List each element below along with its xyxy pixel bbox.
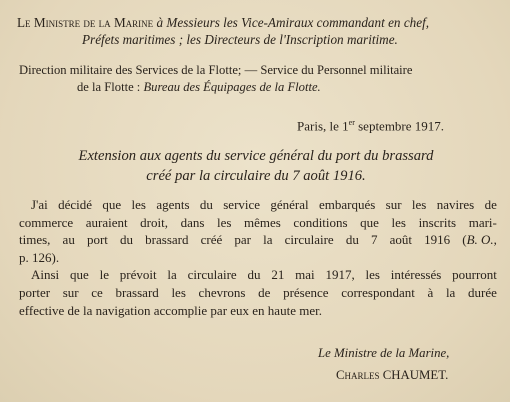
body-word: circulaire <box>187 267 237 283</box>
body-word: pourront <box>452 267 497 283</box>
body-word: times, <box>19 232 51 248</box>
body-word: brassard <box>145 232 189 248</box>
body-word: 1917, <box>325 267 355 283</box>
body-word: du <box>247 267 261 283</box>
body-word: août <box>389 232 412 248</box>
body-word: ce <box>91 284 103 300</box>
body-word: porter <box>19 284 51 300</box>
body-word: par <box>234 232 251 248</box>
body-word: mai <box>295 267 315 283</box>
body-word: mêmes <box>244 214 281 230</box>
body-word: effective de la navigation accomplie par eux en haute mer. <box>19 302 322 318</box>
body-word: prévoit <box>119 267 157 283</box>
body-line <box>19 249 497 267</box>
direction-bureau: Bureau des Équipages de la Flotte. <box>143 80 321 94</box>
body-word: port <box>86 232 108 248</box>
body-word: à <box>427 284 434 300</box>
body-word: J'ai <box>31 197 48 212</box>
body-word: général <box>270 197 309 212</box>
body-word: droit, <box>140 214 168 230</box>
body-word: chevrons <box>198 284 246 300</box>
direction-line-2 <box>19 79 412 96</box>
body-word: du <box>199 197 213 212</box>
body-word: correspondant <box>341 284 415 300</box>
signature-name <box>318 364 449 386</box>
direction-line-2-roman: de la Flotte : <box>77 80 144 94</box>
header-sender: Le Ministre de la Marine <box>17 15 154 30</box>
signature-block <box>318 342 449 386</box>
body-word: la <box>263 232 273 248</box>
body-word: 1916 <box>424 232 451 248</box>
date-prefix: Paris, le 1 <box>297 118 349 134</box>
signature-title: Le Ministre de la Marine, <box>318 346 450 360</box>
body-word: la <box>167 267 177 283</box>
body-word: les <box>131 197 146 212</box>
direction-block <box>19 62 412 96</box>
title-line-1: Extension aux agents du service général du port du brassard <box>78 148 434 164</box>
body-word: sur <box>62 284 79 300</box>
body-word: conditions <box>293 214 348 230</box>
body-word: circulaire <box>284 232 334 248</box>
body-word: le <box>99 267 109 283</box>
body-line <box>19 266 497 284</box>
body-word: les <box>411 197 427 212</box>
body-word: décidé <box>58 197 93 212</box>
body-word: de <box>484 197 497 212</box>
body-line <box>19 302 497 320</box>
body-word: inscrits <box>418 214 457 230</box>
body-word: mari- <box>468 214 497 230</box>
body-word: que <box>102 197 122 212</box>
body-word: sur <box>385 197 402 212</box>
body-word: service <box>223 197 261 212</box>
body-word: les <box>216 214 232 230</box>
body-word: durée <box>467 284 497 300</box>
title-line-2: créé par la circulaire du 7 août 1916. <box>146 168 366 184</box>
body-word: Ainsi <box>31 267 60 283</box>
body-line <box>19 284 497 302</box>
body-word: dans <box>180 214 205 230</box>
body-word: les <box>391 214 406 230</box>
body-word: du <box>345 232 359 248</box>
body-word: auraient <box>85 214 128 230</box>
body-word: brassard <box>115 284 159 300</box>
circular-title <box>44 146 468 186</box>
body-word: 21 <box>271 267 285 283</box>
body-word: présence <box>283 284 329 300</box>
body-word: que <box>69 267 89 283</box>
direction-line-1: Direction militaire des Services de la Flotte; — Service du Personnel militaire <box>19 63 413 77</box>
signature-first-name: Charles <box>336 368 380 382</box>
body-word: 7 <box>370 232 378 248</box>
body-word: (B. O., <box>462 232 497 248</box>
body-word: agents <box>156 197 190 212</box>
body-word: que <box>360 214 379 230</box>
body-word: de <box>258 284 271 300</box>
body-text <box>19 196 497 319</box>
body-word: commerce <box>19 214 74 230</box>
body-word: les <box>171 284 186 300</box>
body-line <box>19 196 497 214</box>
body-word: les <box>365 267 380 283</box>
header-line-2: Préfets maritimes ; les Directeurs de l'Inscription maritime. <box>82 32 398 47</box>
body-word: p. 126). <box>19 249 60 265</box>
signature-last-name: CHAUMET. <box>379 368 449 382</box>
date-rest: septembre 1917. <box>354 118 445 134</box>
body-word: embarqués <box>319 197 376 212</box>
header <box>17 14 429 48</box>
body-line <box>19 214 497 232</box>
body-word: la <box>445 284 456 300</box>
body-word: intéressés <box>390 267 442 283</box>
date-sup: er <box>348 118 355 127</box>
body-word: du <box>120 232 134 248</box>
body-line <box>19 231 497 249</box>
body-word: créé <box>200 232 223 248</box>
body-word: au <box>62 232 75 248</box>
date-line <box>297 118 444 134</box>
header-addressees: à Messieurs les Vice-Amiraux commandant en chef, <box>153 15 430 30</box>
body-word: navires <box>436 197 475 212</box>
header-line-1 <box>17 14 429 31</box>
